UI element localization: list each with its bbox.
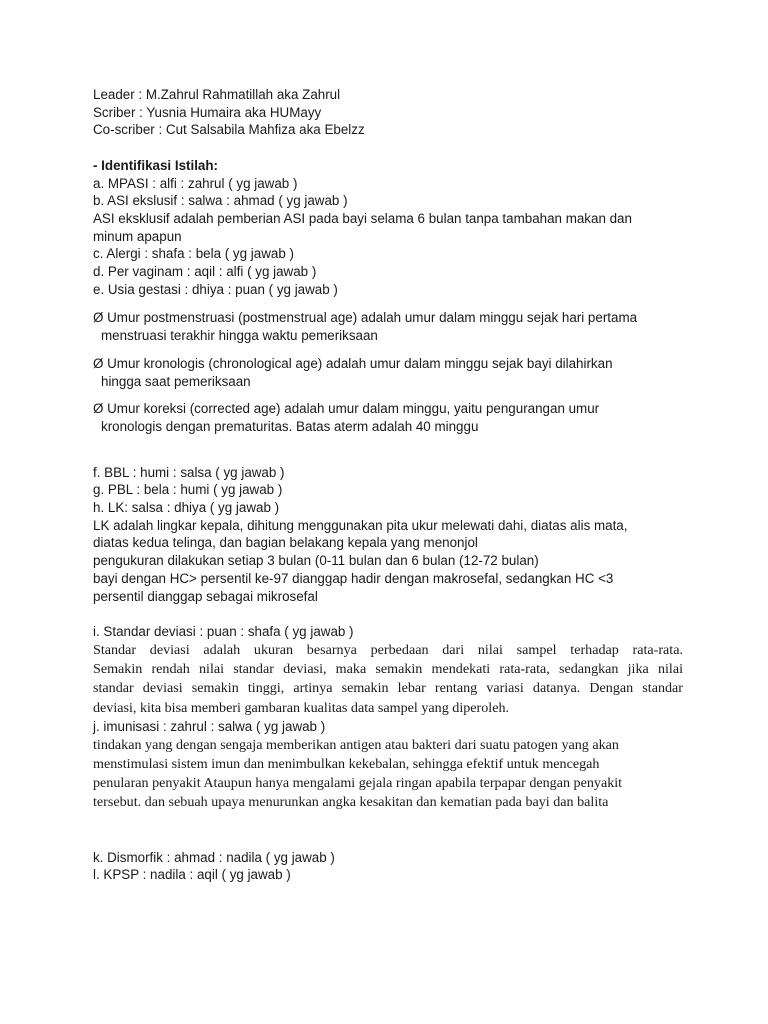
lk-definition: diatas kedua telinga, dan bagian belakang kepala yang menonjol: [93, 535, 478, 551]
asi-definition: ASI eksklusif adalah pemberian ASI pada bayi selama 6 bulan tanpa tambahan makan dan: [93, 210, 632, 226]
term-c: c. Alergi : shafa : bela ( yg jawab ): [93, 246, 294, 262]
umur-koreksi: kronologis dengan prematuritas. Batas aterm adalah 40 minggu: [101, 418, 479, 434]
imunisasi-definition: penularan penyakit Ataupun hanya mengalami gejala ringan apabila terpapar dengan penyakit: [93, 775, 623, 792]
lk-definition: pengukuran dilakukan setiap 3 bulan (0-11 bulan dan 6 bulan (12-72 bulan): [93, 553, 539, 569]
lk-definition: persentil dianggap sebagai mikrosefal: [93, 588, 318, 604]
section-title: - Identifikasi Istilah:: [93, 157, 219, 173]
umur-koreksi: Ø Umur koreksi (corrected age) adalah umur dalam minggu, yaitu pengurangan umur: [93, 401, 600, 417]
umur-postmenstruasi: menstruasi terakhir hingga waktu pemeriksaan: [101, 328, 378, 344]
term-g: g. PBL : bela : humi ( yg jawab ): [93, 482, 283, 498]
scriber-line: Scriber : Yusnia Humaira aka HUMayy: [93, 104, 322, 120]
imunisasi-definition: menstimulasi sistem imun dan menimbulkan kekebalan, sehingga efektif untuk mencegah: [93, 755, 600, 772]
term-d: d. Per vaginam : aqil : alfi ( yg jawab ): [93, 264, 317, 280]
umur-kronologis: Ø Umur kronologis (chronological age) adalah umur dalam minggu sejak bayi dilahirkan: [93, 355, 613, 371]
sd-definition: Semakin rendah nilai standar deviasi, maka semakin mendekati rata-rata, sedangkan jika nilai: [93, 660, 683, 677]
term-l: l. KPSP : nadila : aqil ( yg jawab ): [93, 867, 291, 883]
term-j: j. imunisasi : zahrul : salwa ( yg jawab ): [93, 718, 326, 734]
umur-kronologis: hingga saat pemeriksaan: [101, 373, 251, 389]
term-k: k. Dismorfik : ahmad : nadila ( yg jawab ): [93, 849, 335, 865]
sd-definition: Standar deviasi adalah ukuran besarnya perbedaan dari nilai sampel terhadap rata-rata.: [93, 641, 683, 658]
lk-definition: LK adalah lingkar kepala, dihitung menggunakan pita ukur melewati dahi, diatas alis mata,: [93, 517, 628, 533]
asi-definition: minum apapun: [93, 228, 182, 244]
term-i: i. Standar deviasi : puan : shafa ( yg jawab ): [93, 623, 354, 639]
sd-definition: deviasi, kita bisa memberi gambaran kualitas data sampel yang diperoleh.: [93, 699, 510, 716]
lk-definition: bayi dengan HC> persentil ke-97 dianggap hadir dengan makrosefal, sedangkan HC <3: [93, 570, 614, 586]
leader-line: Leader : M.Zahrul Rahmatillah aka Zahrul: [93, 87, 341, 102]
coscriber-line: Co-scriber : Cut Salsabila Mahfiza aka Ebelzz: [93, 122, 365, 138]
document-body: [93, 86, 683, 884]
imunisasi-definition: tersebut. dan sebuah upaya menurunkan angka kesakitan dan kematian pada bayi dan balita: [93, 794, 609, 811]
term-h: h. LK: salsa : dhiya ( yg jawab ): [93, 500, 280, 516]
term-f: f. BBL : humi : salsa ( yg jawab ): [93, 464, 285, 480]
umur-postmenstruasi: Ø Umur postmenstruasi (postmenstrual age) adalah umur dalam minggu sejak hari pertama: [93, 310, 638, 326]
sd-definition: standar deviasi semakin tinggi, artinya semakin lebar rentang variasi datanya. Dengan standar: [93, 680, 683, 697]
term-a: a. MPASI : alfi : zahrul ( yg jawab ): [93, 175, 298, 191]
imunisasi-definition: tindakan yang dengan sengaja memberikan antigen atau bakteri dari suatu patogen yang akan: [93, 736, 619, 753]
term-e: e. Usia gestasi : dhiya : puan ( yg jawab ): [93, 281, 338, 297]
term-b: b. ASI ekslusif : salwa : ahmad ( yg jawab ): [93, 193, 348, 209]
